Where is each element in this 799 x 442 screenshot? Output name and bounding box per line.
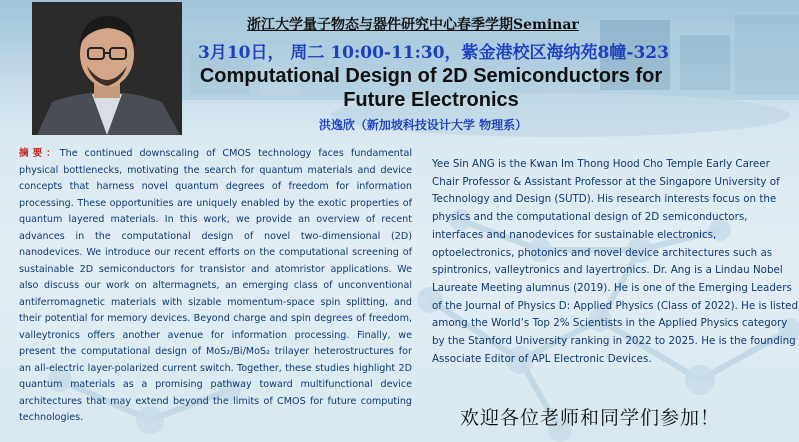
abstract-label: 摘要： xyxy=(19,148,60,159)
speaker-name: 洪逸欣（新加坡科技设计大学 物理系） xyxy=(318,118,528,132)
welcome-message: 欢迎各位老师和同学们参加！ xyxy=(460,407,721,429)
speaker-bio: Yee Sin ANG is the Kwan Im Thong Hood Cho Temple Early Career Chair Professor & Assistant Professor at the Singapore University of Technology and Design (SUTD). His research interests focus on the physics and the computational design of 2D semiconductors, interfaces and nanodevices for sustainable electronics, optoelectronics, photonics and novel device architectures such as spintronics, valleytronics and layertronics. Dr. Ang is a Lindau Nobel Laureate Meeting alumnus (2019). He is one of the Emerging Leaders of the Journal of Physics D: Applied Physics (Class of 2022). He is listed among the World’s Top 2% Scientists in the Applied Physics category by the Stanford University ranking in 2022 to 2025. He is the founding Associate Editor of APL Electronic Devices. xyxy=(432,158,799,365)
speaker-photo xyxy=(32,2,182,135)
abstract-text: The continued downscaling of CMOS technology faces fundamental physical bottlenecks, motivating the search for quantum materials and device concepts that harness novel quantum degrees of freedom for information processing. These opportunities are uniquely enabled by the exotic properties of quantum layered materials. In this work, we provide an overview of recent advances in the computational design of novel two-dimensional (2D) nanodevices. We introduce our recent efforts on the computational screening of sustainable 2D semiconductors for transistor and atomristor applications. We also discuss our work on altermagnets, an emerging class of unconventional antiferromagnetic materials with sizable momentum-space spin splitting, and their potential for memory devices. Beyond charge and spin degrees of freedom, valleytronics offers another avenue for information processing. Finally, we present the computational design of MoS₂/Bi/MoS₂ trilayer heterostructures for an all-electric layer-polarized current switch. Together, these studies highlight 2D quantum materials as a promising pathway toward multifunctional device architectures that may extend beyond the limits of CMOS for future computing technologies. xyxy=(19,148,413,423)
talk-title: Computational Design of 2D Semiconductors for Future Electronics xyxy=(199,65,663,111)
abstract-block xyxy=(19,146,412,427)
date-time-location: 3月10日， 周二 10:00-11:30，紫金港校区海纳苑8幢-323 xyxy=(198,43,669,63)
seminar-header: 浙江大学量子物态与器件研究中心春季学期Seminar xyxy=(247,17,579,33)
